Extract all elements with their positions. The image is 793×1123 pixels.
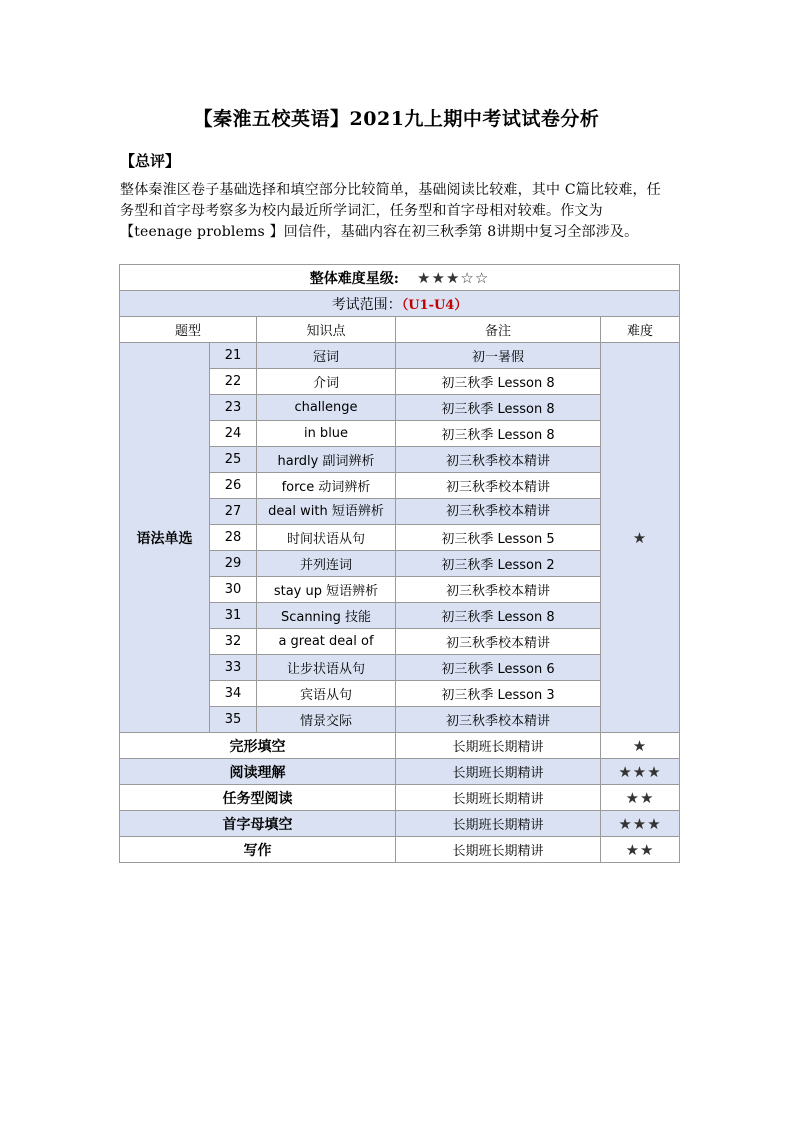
header-note: 备注 xyxy=(396,317,601,343)
knowledge-point: 介词 xyxy=(257,369,396,395)
table-row xyxy=(120,343,680,369)
note: 初三秋季校本精讲 xyxy=(396,499,601,525)
note: 长期班长期精讲 xyxy=(396,811,601,837)
note: 初三秋季校本精讲 xyxy=(396,473,601,499)
note: 初三秋季 Lesson 6 xyxy=(396,655,601,681)
table-header-row xyxy=(120,317,680,343)
question-number: 23 xyxy=(210,395,257,421)
note: 初三秋季校本精讲 xyxy=(396,447,601,473)
question-number: 28 xyxy=(210,525,257,551)
question-type: 首字母填空 xyxy=(120,811,396,837)
question-type: 阅读理解 xyxy=(120,759,396,785)
note: 初三秋季 Lesson 8 xyxy=(396,421,601,447)
knowledge-point: challenge xyxy=(257,395,396,421)
question-type: 写作 xyxy=(120,837,396,863)
note: 初一暑假 xyxy=(396,343,601,369)
note: 初三秋季校本精讲 xyxy=(396,577,601,603)
question-number: 34 xyxy=(210,681,257,707)
table-row xyxy=(120,811,680,837)
note: 初三秋季 Lesson 8 xyxy=(396,603,601,629)
header-type: 题型 xyxy=(120,317,257,343)
note: 初三秋季校本精讲 xyxy=(396,707,601,733)
note: 长期班长期精讲 xyxy=(396,785,601,811)
question-number: 29 xyxy=(210,551,257,577)
knowledge-point: Scanning 技能 xyxy=(257,603,396,629)
grammar-difficulty: ★ xyxy=(601,343,680,733)
question-number: 31 xyxy=(210,603,257,629)
overall-difficulty-row xyxy=(120,265,680,291)
knowledge-point: in blue xyxy=(257,421,396,447)
question-number: 25 xyxy=(210,447,257,473)
difficulty-stars: ★★★ xyxy=(601,811,680,837)
exam-range-value: （U1-U4） xyxy=(401,297,468,313)
knowledge-point: force 动词辨析 xyxy=(257,473,396,499)
difficulty-stars: ★ xyxy=(601,733,680,759)
note: 长期班长期精讲 xyxy=(396,733,601,759)
table-row xyxy=(120,785,680,811)
knowledge-point: 情景交际 xyxy=(257,707,396,733)
knowledge-point: 宾语从句 xyxy=(257,681,396,707)
question-number: 33 xyxy=(210,655,257,681)
question-number: 21 xyxy=(210,343,257,369)
note: 长期班长期精讲 xyxy=(396,837,601,863)
overall-difficulty-stars: ★★★☆☆ xyxy=(417,268,490,287)
knowledge-point: deal with 短语辨析 xyxy=(257,499,396,525)
table-row xyxy=(120,733,680,759)
question-number: 35 xyxy=(210,707,257,733)
grammar-category: 语法单选 xyxy=(120,343,210,733)
knowledge-point: 让步状语从句 xyxy=(257,655,396,681)
question-number: 30 xyxy=(210,577,257,603)
knowledge-point: 并列连词 xyxy=(257,551,396,577)
difficulty-stars: ★★ xyxy=(601,785,680,811)
question-number: 26 xyxy=(210,473,257,499)
exam-range-label: 考试范围： xyxy=(331,296,402,313)
knowledge-point: stay up 短语辨析 xyxy=(257,577,396,603)
note: 初三秋季 Lesson 8 xyxy=(396,395,601,421)
knowledge-point: a great deal of xyxy=(257,629,396,655)
question-number: 24 xyxy=(210,421,257,447)
section-heading: 【总评】 xyxy=(120,152,181,170)
question-number: 32 xyxy=(210,629,257,655)
document-title: 【秦淮五校英语】2021九上期中考试试卷分析 xyxy=(193,108,600,130)
summary-paragraph: 整体秦淮区卷子基础选择和填空部分比较简单，基础阅读比较难，其中 C篇比较难，任务型和首字母考察多为校内最近所学词汇，任务型和首字母相对较难。作文为【teenage problems 】回信件，基础内容在初三秋季第 8讲期中复习全部涉及。 xyxy=(120,182,661,240)
table-row xyxy=(120,759,680,785)
question-type: 任务型阅读 xyxy=(120,785,396,811)
header-difficulty: 难度 xyxy=(601,317,680,343)
header-knowledge: 知识点 xyxy=(257,317,396,343)
note: 初三秋季 Lesson 2 xyxy=(396,551,601,577)
knowledge-point: 冠词 xyxy=(257,343,396,369)
question-number: 27 xyxy=(210,499,257,525)
exam-range-row xyxy=(120,291,680,317)
difficulty-stars: ★★★ xyxy=(601,759,680,785)
knowledge-point: hardly 副词辨析 xyxy=(257,447,396,473)
note: 初三秋季 Lesson 5 xyxy=(396,525,601,551)
note: 初三秋季校本精讲 xyxy=(396,629,601,655)
overall-difficulty-label: 整体难度星级: xyxy=(309,270,399,287)
note: 初三秋季 Lesson 3 xyxy=(396,681,601,707)
note: 初三秋季 Lesson 8 xyxy=(396,369,601,395)
question-type: 完形填空 xyxy=(120,733,396,759)
note: 长期班长期精讲 xyxy=(396,759,601,785)
analysis-table xyxy=(119,264,680,863)
question-number: 22 xyxy=(210,369,257,395)
difficulty-stars: ★★ xyxy=(601,837,680,863)
knowledge-point: 时间状语从句 xyxy=(257,525,396,551)
table-row xyxy=(120,837,680,863)
